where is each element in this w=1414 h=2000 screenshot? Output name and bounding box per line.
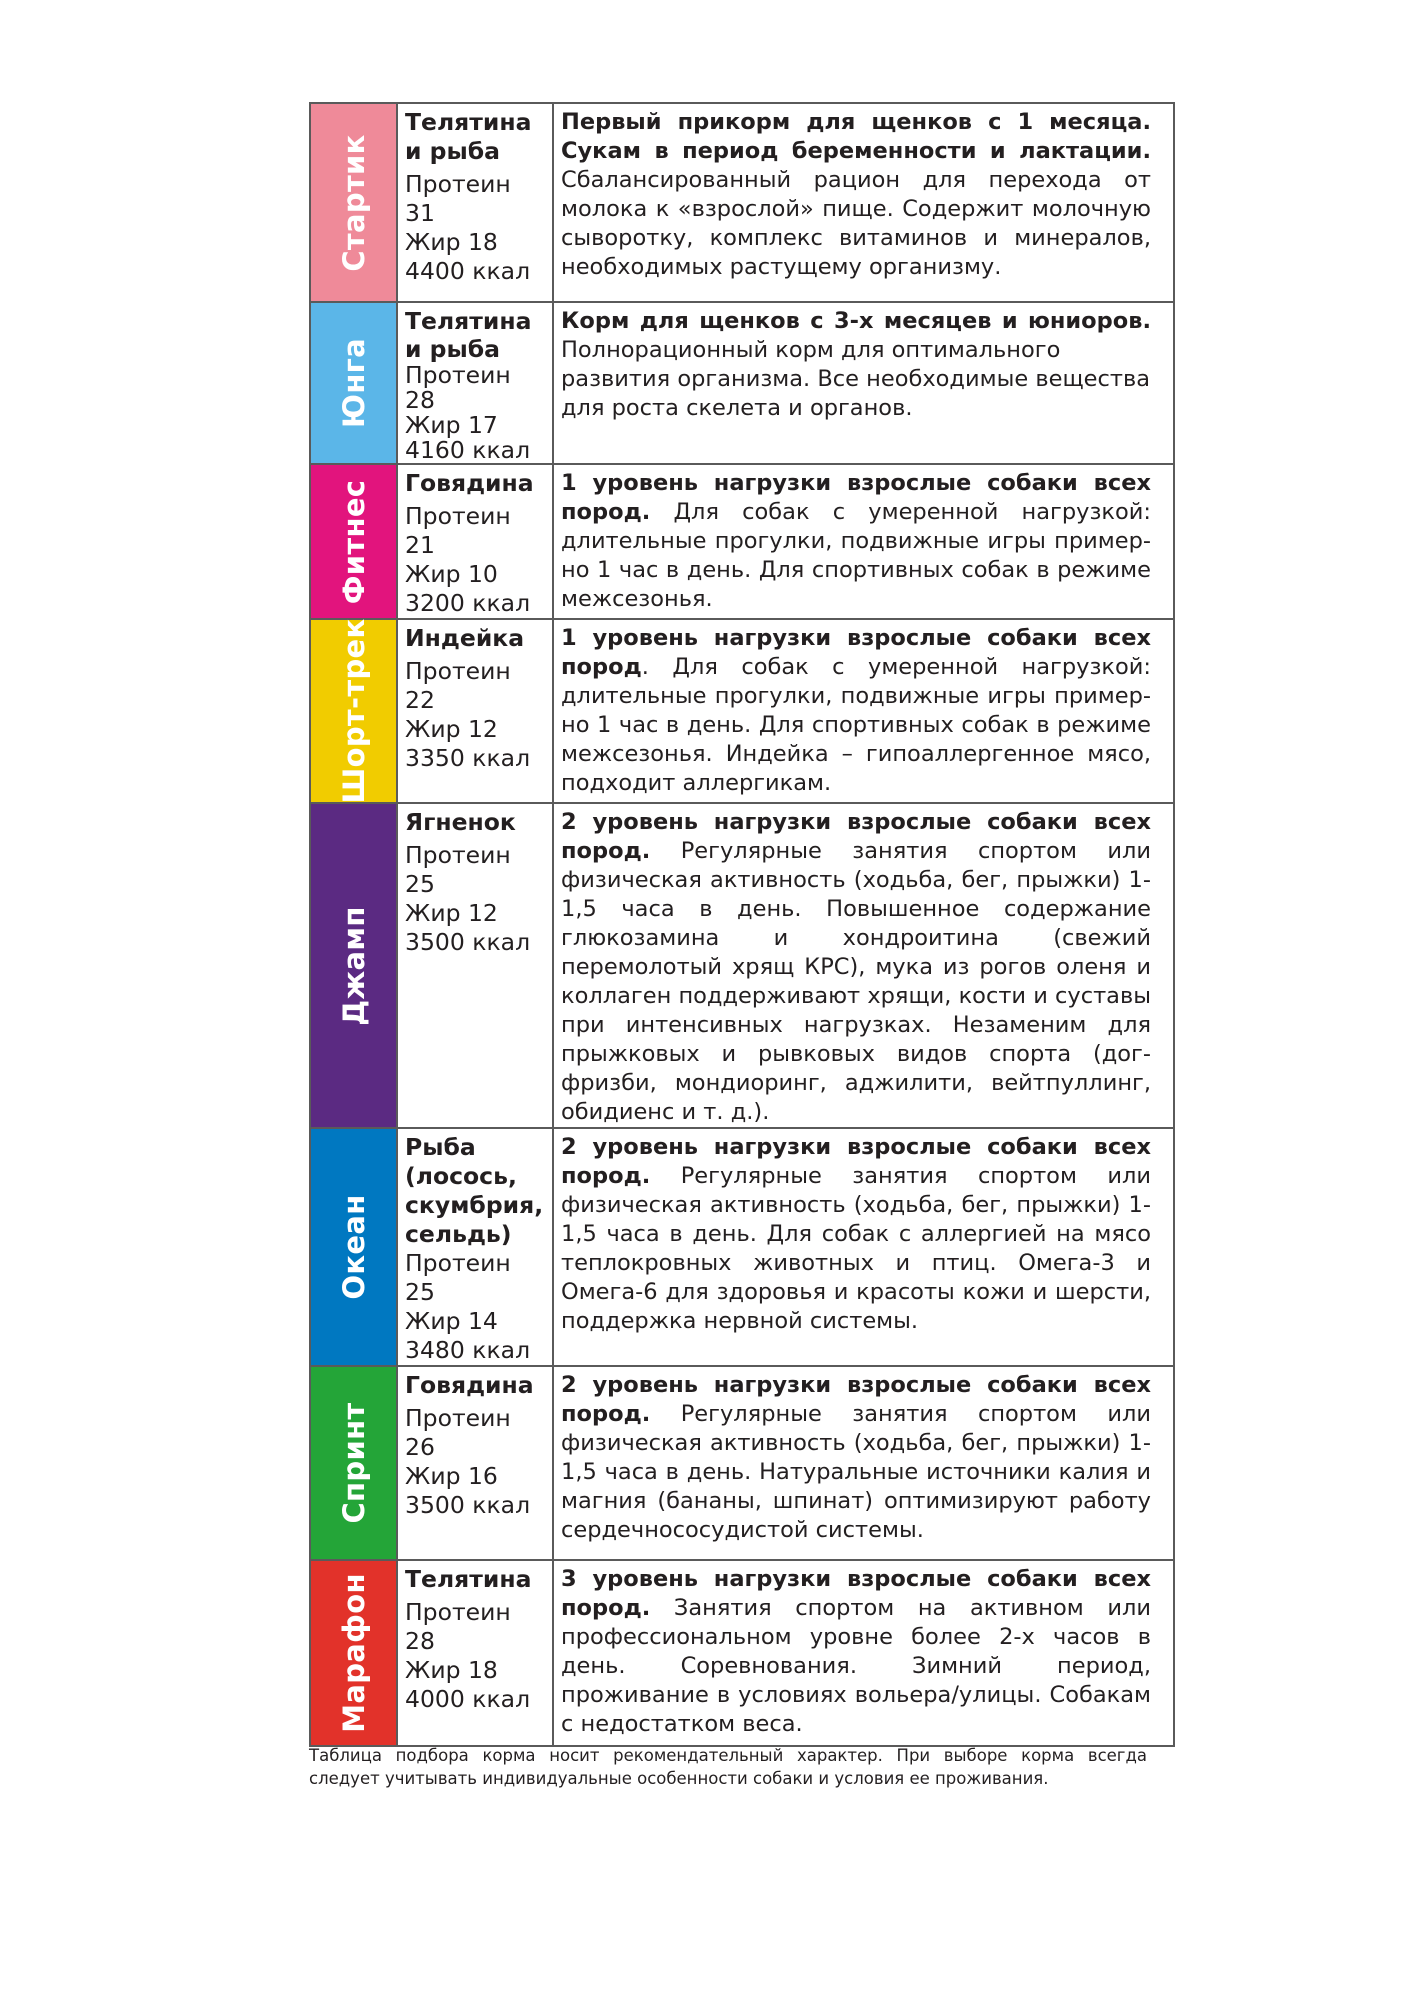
product-specs	[397, 803, 553, 1128]
description-text: Регулярные занятия спортом или физическая активность (ходьба, бег, прыжки) 1- 1,5 часа в день. Натуральные источники калия и магния (бананы, шпинат) оптимизируют работу сердечнососудистой системы.	[561, 1401, 1151, 1543]
meat-type: Ягненок	[405, 808, 516, 836]
fat-value: Жир 10	[405, 560, 498, 588]
product-description	[553, 1366, 1174, 1560]
footnote: Таблица подбора корма носит рекомендательный характер. При выборе корма всегда следует учитывать индивидуальные особенности собаки и условия ее проживания.	[309, 1746, 1147, 1788]
product-specs	[397, 464, 553, 619]
product-label-yunga: Юнга	[310, 302, 397, 464]
description-lead: Первый прикорм для щенков с 1 месяца.	[561, 109, 1151, 135]
fat-value: Жир 12	[405, 899, 498, 927]
fat-value: Жир 14	[405, 1307, 498, 1335]
meat-type: Говядина	[405, 469, 534, 497]
protein-value: Протеин 25	[405, 841, 511, 898]
product-specs	[397, 619, 553, 803]
meat-type: Телятина	[405, 1565, 532, 1593]
table-row	[310, 619, 1174, 803]
kcal-value: 4000 ккал	[405, 1685, 531, 1713]
kcal-value: 3480 ккал	[405, 1336, 531, 1364]
kcal-value: 3350 ккал	[405, 744, 531, 772]
protein-value: Протеин 28	[405, 361, 511, 414]
table-row	[310, 464, 1174, 619]
product-description	[553, 464, 1174, 619]
fat-value: Жир 17	[405, 411, 498, 439]
description-text: Для собак с умеренной нагрузкой: длительные прогулки, подвижные игры примерно 1 час в день. Для спортивных собак в режиме межсезонья.	[561, 499, 1151, 612]
meat-type: Рыба (лосось, скумбрия, сельдь)	[405, 1133, 544, 1248]
description-bold: 2 уровень нагрузки взрослые собаки всех пород.	[561, 809, 1151, 864]
meat-type: Говядина	[405, 1371, 534, 1399]
product-label-startik: Стартик	[310, 103, 397, 302]
fat-value: Жир 18	[405, 228, 498, 256]
protein-value: Протеин 28	[405, 1598, 511, 1655]
product-specs	[397, 1560, 553, 1746]
meat-type: Телятина и рыба	[405, 307, 532, 363]
table-row	[310, 1366, 1174, 1560]
fat-value: Жир 12	[405, 715, 498, 743]
feed-selection-table	[309, 102, 1175, 1747]
description-bold: 1 уровень нагрузки взрослые собаки всех пород	[561, 625, 1151, 680]
product-description	[553, 302, 1174, 464]
meat-type: Индейка	[405, 624, 525, 652]
protein-value: Протеин 21	[405, 502, 511, 559]
description-text: . Для собак с умеренной нагрузкой: длительные прогулки, подвижные игры примерно 1 час в день. Для спортивных собак в режиме межсезонья. Индейка – гипоаллергенное мясо, подходит аллергикам.	[561, 654, 1151, 796]
kcal-value: 3200 ккал	[405, 589, 531, 617]
product-label-okean: Океан	[310, 1128, 397, 1366]
description-lead-2: Сукам в период беременности и лактации.	[561, 138, 1151, 164]
description-text: Регулярные занятия спортом или физическая активность (ходьба, бег, прыжки) 1-1,5 часа в день. Для собак с аллергией на мясо теплокровных животных и птиц. Омега-3 и Омега-6 для здоровья и красоты кожи и шерсти, поддержка нервной системы.	[561, 1163, 1151, 1334]
product-specs	[397, 1128, 553, 1366]
protein-value: Протеин 31	[405, 170, 511, 227]
description-text: Занятия спортом на активном или профессиональном уровне более 2-х часов в день. Соревнования. Зимний период, проживание в условиях вольера/улицы. Собакам с недостатком веса.	[561, 1595, 1151, 1737]
meat-type: Телятина и рыба	[405, 108, 532, 165]
product-description	[553, 1560, 1174, 1746]
product-label-dzhamp: Джамп	[310, 803, 397, 1128]
product-specs	[397, 103, 553, 302]
fat-value: Жир 16	[405, 1462, 498, 1490]
kcal-value: 4400 ккал	[405, 257, 531, 285]
product-label-short-trek: Шорт-трек	[310, 619, 397, 803]
protein-value: Протеин 26	[405, 1404, 511, 1461]
product-label-sprint: Спринт	[310, 1366, 397, 1560]
description-lead: Корм для щенков с 3-х месяцев и юниоров.	[561, 308, 1151, 334]
product-specs	[397, 302, 553, 464]
description-bold: 1 уровень нагрузки взрослые собаки всех пород.	[561, 470, 1151, 525]
protein-value: Протеин 22	[405, 657, 511, 714]
table-row	[310, 1128, 1174, 1366]
product-label-fitnes: Фитнес	[310, 464, 397, 619]
description-text: Регулярные занятия спортом или физическая активность (ходьба, бег, прыжки) 1- 1,5 часа в день. Повышенное содержание глюкозамина и хондроитина (свежий перемолотый хрящ КРС), мука из рогов оленя и коллаген поддерживают хрящи, кости и суставы при интенсивных нагрузках. Незаменим для прыжковых и рывковых видов спорта (дог-фризби, мондиоринг, аджилити, вейтпуллинг, обидиенс и т. д.).	[561, 838, 1151, 1125]
protein-value: Протеин 25	[405, 1249, 511, 1306]
product-description	[553, 103, 1174, 302]
kcal-value: 3500 ккал	[405, 928, 531, 956]
description-text: Полнорационный корм для оптимального развития организма. Все необходимые вещества для роста скелета и органов.	[561, 337, 1151, 421]
kcal-value: 4160 ккал	[405, 436, 531, 464]
description-bold: 3 уровень нагрузки взрослые собаки всех пород.	[561, 1566, 1151, 1621]
table-row	[310, 803, 1174, 1128]
description-bold: 2 уровень нагрузки взрослые собаки всех пород.	[561, 1372, 1151, 1427]
product-description	[553, 1128, 1174, 1366]
product-specs	[397, 1366, 553, 1560]
table-row	[310, 302, 1174, 464]
fat-value: Жир 18	[405, 1656, 498, 1684]
description-text: Сбалансированный рацион для перехода от молока к «взрослой» пище. Содержит молочную сыворотку, комплекс витаминов и минералов, необходимых растущему организму.	[561, 167, 1151, 280]
product-description	[553, 619, 1174, 803]
table-row	[310, 103, 1174, 302]
table-row	[310, 1560, 1174, 1746]
description-bold: 2 уровень нагрузки взрослые собаки всех пород.	[561, 1134, 1151, 1189]
product-label-marafon: Марафон	[310, 1560, 397, 1746]
product-description	[553, 803, 1174, 1128]
kcal-value: 3500 ккал	[405, 1491, 531, 1519]
